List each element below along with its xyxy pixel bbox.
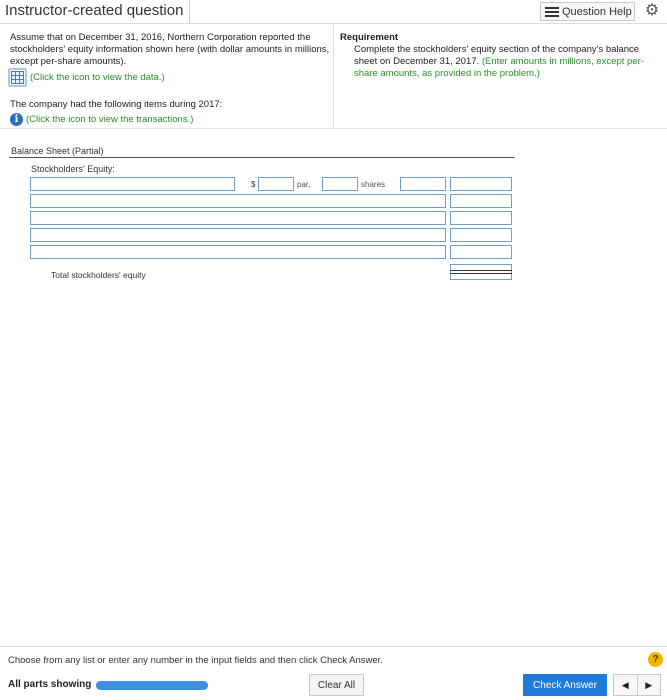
- list-icon: [545, 7, 559, 17]
- panel-divider: [333, 24, 334, 128]
- problem-intro: Assume that on December 31, 2016, Northern Corporation reported the stockholders' equity information shown here (with dollar amounts in millions, except per-share amounts).: [10, 32, 330, 67]
- requirement-text: Complete the stockholders' equity section of the company's balance sheet on December 31, 2017.: [354, 44, 640, 67]
- par-label: par,: [297, 180, 311, 189]
- next-arrow-icon[interactable]: ▶: [645, 679, 653, 690]
- footer-divider: [0, 646, 667, 647]
- parts-showing-label: All parts showing: [8, 679, 92, 690]
- requirement-title: Requirement: [340, 32, 399, 43]
- stockholders-equity-label: Stockholders' Equity:: [31, 164, 115, 174]
- question-help-button[interactable]: [540, 2, 635, 21]
- problem-panel: [10, 32, 330, 126]
- account-select-row-1[interactable]: [30, 177, 235, 191]
- requirement-hint: (Enter amounts in millions, except per-share amounts, as provided in the problem.): [354, 56, 644, 79]
- amount-input-row-2[interactable]: [450, 194, 512, 208]
- gear-icon[interactable]: ⚙: [644, 2, 660, 19]
- requirement-body: [340, 44, 658, 80]
- question-nav: [613, 674, 661, 696]
- dollar-sign: $: [251, 180, 256, 189]
- page-title: Instructor-created question: [0, 0, 190, 23]
- clear-all-button[interactable]: Clear All: [309, 674, 364, 696]
- total-equity-label: Total stockholders' equity: [51, 270, 146, 280]
- previous-arrow-icon[interactable]: ◀: [614, 675, 638, 695]
- total-double-rule-bottom: [450, 273, 512, 274]
- balance-sheet-rule: [9, 157, 515, 158]
- check-answer-button[interactable]: Check Answer: [523, 674, 607, 696]
- amount-input-row-3[interactable]: [450, 211, 512, 225]
- par-value-input[interactable]: [258, 177, 294, 191]
- total-double-rule-top: [450, 270, 512, 271]
- header-bar: [0, 0, 667, 24]
- items-text: The company had the following items during 2017:: [10, 99, 223, 110]
- amount-input-row-4[interactable]: [450, 228, 512, 242]
- account-select-row-2[interactable]: [30, 194, 446, 208]
- parts-progress-bar: [96, 681, 208, 690]
- account-select-row-3[interactable]: [30, 211, 446, 225]
- amount-input-row-5[interactable]: [450, 245, 512, 259]
- shares-label: shares: [361, 180, 386, 189]
- amount-input-row-1a[interactable]: [400, 177, 446, 191]
- question-help-label: Question Help: [562, 5, 632, 18]
- data-link-row[interactable]: [10, 68, 330, 87]
- table-icon[interactable]: [8, 68, 27, 87]
- account-select-row-4[interactable]: [30, 228, 446, 242]
- amount-input-row-1b[interactable]: [450, 177, 512, 191]
- account-select-row-5[interactable]: [30, 245, 446, 259]
- info-icon[interactable]: i: [10, 113, 23, 126]
- help-icon[interactable]: ?: [648, 652, 663, 667]
- requirement-panel: [340, 32, 658, 80]
- total-equity-input[interactable]: [450, 264, 512, 280]
- section-divider: [0, 128, 667, 129]
- balance-sheet-title: Balance Sheet (Partial): [11, 146, 104, 156]
- transactions-link[interactable]: (Click the icon to view the transactions.): [26, 113, 194, 125]
- instruction-text: Choose from any list or enter any number in the input fields and then click Check Answer.: [8, 655, 383, 666]
- transactions-link-row[interactable]: [10, 113, 330, 126]
- progress-fill: [96, 681, 208, 690]
- data-link[interactable]: (Click the icon to view the data.): [30, 71, 165, 83]
- shares-count-input[interactable]: [322, 177, 358, 191]
- bottom-toolbar: [0, 671, 667, 700]
